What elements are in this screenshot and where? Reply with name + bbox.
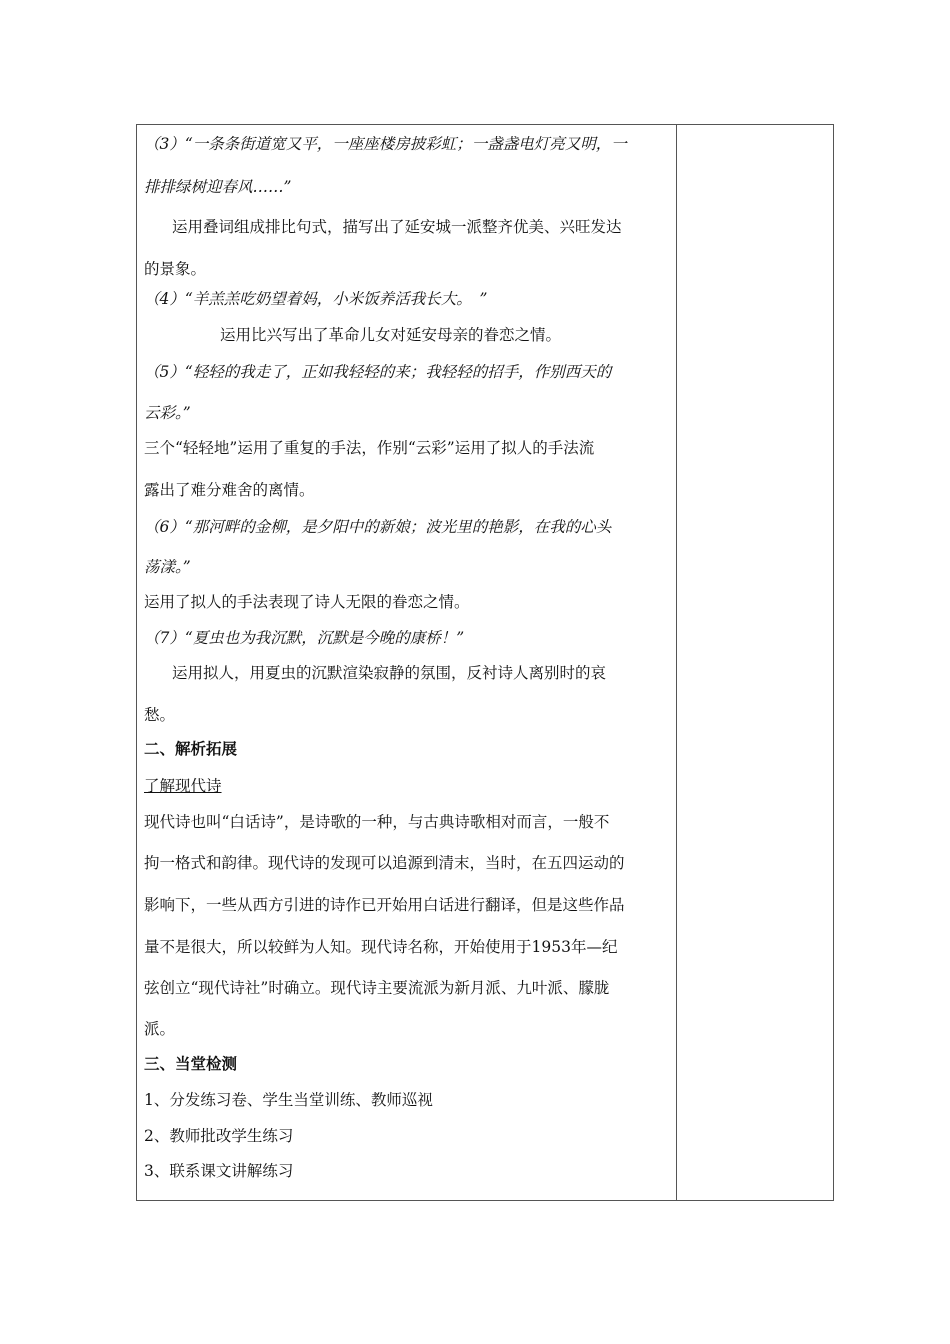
example-6-quote-line-1: （6）“那河畔的金柳，是夕阳中的新娘；波光里的艳影，在我的心头: [144, 518, 612, 536]
checklist-item-2: 2、教师批改学生练习: [144, 1127, 294, 1145]
example-4-analysis: 运用比兴写出了革命儿女对延安母亲的眷恋之情。: [220, 326, 562, 344]
modern-poetry-paragraph-line-1: 现代诗也叫“白话诗”，是诗歌的一种，与古典诗歌相对而言，一般不: [144, 813, 610, 831]
example-6-analysis: 运用了拟人的手法表现了诗人无限的眷恋之情。: [144, 593, 470, 611]
section-2-subheading: 了解现代诗: [144, 777, 222, 795]
example-6-quote-line-2: 荡漾。”: [144, 558, 191, 576]
section-3-heading: 三、当堂检测: [144, 1054, 238, 1073]
example-5-analysis-line-1: 三个“轻轻地”运用了重复的手法，作别“云彩”运用了拟人的手法流: [144, 439, 595, 457]
example-3-quote-line-1: （3）“一条条街道宽又平，一座座楼房披彩虹；一盏盏电灯亮又明，一: [144, 135, 627, 153]
modern-poetry-paragraph-line-3: 影响下，一些从西方引进的诗作已开始用白话进行翻译，但是这些作品: [144, 896, 625, 914]
example-5-quote-line-2: 云彩。”: [144, 404, 191, 422]
example-4-quote: （4）“羊羔羔吃奶望着妈，小米饭养活我长大。 ”: [144, 290, 488, 308]
example-3-analysis-line-1: 运用叠词组成排比句式，描写出了延安城一派整齐优美、兴旺发达: [172, 218, 622, 236]
checklist-item-1: 1、分发练习卷、学生当堂训练、教师巡视: [144, 1091, 433, 1109]
example-3-analysis-line-2: 的景象。: [144, 260, 207, 278]
modern-poetry-paragraph-line-5: 弦创立“现代诗社”时确立。现代诗主要流派为新月派、九叶派、朦胧: [144, 979, 610, 997]
example-7-analysis-line-1: 运用拟人，用夏虫的沉默渲染寂静的氛围，反衬诗人离别时的哀: [172, 664, 607, 682]
example-7-quote: （7）“夏虫也为我沉默，沉默是今晚的康桥！”: [144, 629, 465, 647]
modern-poetry-paragraph-line-2: 拘一格式和韵律。现代诗的发现可以追源到清末，当时，在五四运动的: [144, 854, 625, 872]
notes-column-cell: [677, 125, 833, 1200]
section-2-heading: 二、解析拓展: [144, 739, 238, 758]
modern-poetry-paragraph-line-6: 派。: [144, 1020, 176, 1038]
checklist-item-3: 3、联系课文讲解练习: [144, 1162, 294, 1180]
example-5-analysis-line-2: 露出了难分难舍的离情。: [144, 481, 315, 499]
example-3-quote-line-2: 排排绿树迎春风……”: [144, 178, 292, 196]
example-5-quote-line-1: （5）“轻轻的我走了，正如我轻轻的来；我轻轻的招手，作别西天的: [144, 363, 612, 381]
example-7-analysis-line-2: 愁。: [144, 706, 176, 724]
modern-poetry-paragraph-line-4: 量不是很大，所以较鲜为人知。现代诗名称，开始使用于1953年—纪: [144, 938, 618, 956]
